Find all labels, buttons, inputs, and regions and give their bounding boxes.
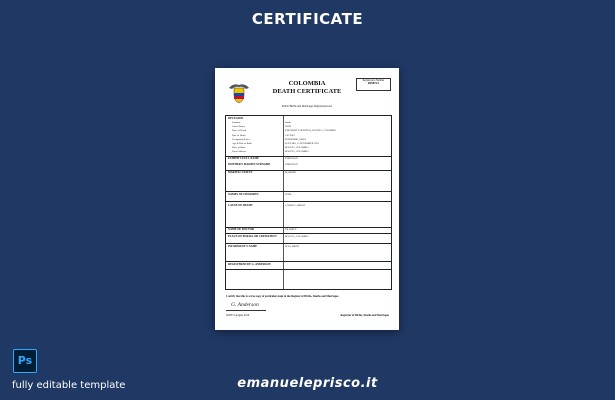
field-value: BOGOTA, COLOMBIA [285,146,309,149]
field-label: Place of Birth [232,146,246,149]
registration-number: 0098721 [367,81,380,86]
field-value: Smith [285,121,291,124]
marital-label: MARITAL STATUS [228,171,253,174]
page-heading: CERTIFICATE [251,10,364,28]
signature-line [226,310,266,311]
children-value: NONE [285,193,292,196]
burial-value: BOGOTA, COLOMBIA [285,235,309,238]
field-label: Occupation & Sex [232,138,250,141]
certificate-title: DEATH CERTIFICATE [272,88,342,95]
informant-label: INFORMANT'S NAME [228,245,258,248]
marital-section [226,170,391,192]
country-title: COLOMBIA [288,80,326,87]
field-value: PENSIONER, MALE [285,138,307,141]
informant-value: ROSA SMITH [285,245,300,248]
cause-section [226,201,391,228]
website-link[interactable]: emanueleprisco.it [237,376,378,391]
cause-value: CARDIAC ARREST [285,204,306,207]
certificate-document [215,68,399,330]
deceased-label: DECEASED [228,117,244,120]
registration-box [356,78,391,91]
registered-by-label: REGISTERED BY G. ANDERSON [228,263,271,266]
informant-section [226,243,391,262]
parents-section [226,156,391,171]
marital-value: MARRIED [285,171,297,174]
field-label: Given Names [232,125,246,128]
field-label: Place of Death [232,129,247,132]
template-tagline: fully editable template [12,380,126,391]
burial-label: PLACE OF BURIAL OR CREMATION [228,235,277,238]
registrar-signature: G. Anderson [231,302,259,308]
registrar-title: Registrar of Births, Deaths and Marriages [340,314,389,317]
act-subtitle: Public Births and Marriages Registration Act [281,105,333,108]
cause-label: CAUSE OF DEATH [228,204,253,207]
certification-statement: I certify that this is a true copy of particulars kept in the Register of Births, Deaths and Marriages. [226,295,339,298]
field-value: 66 YEARS, 15 NOVEMBER 1953 [285,142,319,145]
field-label: Date of Death [232,134,246,137]
field-label: Usual Address [232,150,246,153]
field-value: JOHN [285,125,292,128]
father-value: UNKNOWN [285,157,298,160]
mother-value: UNKNOWN [285,163,298,166]
doctor-label: NAME OF DOCTOR [228,228,254,231]
doctor-value: DR SMITH [285,228,297,231]
field-label: Surname [232,121,241,124]
issue-date: DATE 9 August 2019 [226,314,250,317]
deceased-section [226,116,391,157]
field-value: UNIVERSITY HOSPITAL, BOGOTA, COLOMBIA [285,129,337,132]
registrar-section [226,261,391,270]
certificate-form [225,115,392,290]
field-value: 1/07/2019 [285,134,295,137]
field-value: BOGOTA, COLOMBIA [285,150,309,153]
registration-label: Registration Number [362,79,385,82]
children-label: NAMES OF CHILDREN [228,193,259,196]
father-label: FATHER'S FULL NAME [228,157,259,160]
photoshop-icon: Ps [13,349,37,373]
field-label: Age & Date of Birth [232,142,252,145]
mother-label: MOTHER'S MAIDEN SURNAME [228,163,271,166]
